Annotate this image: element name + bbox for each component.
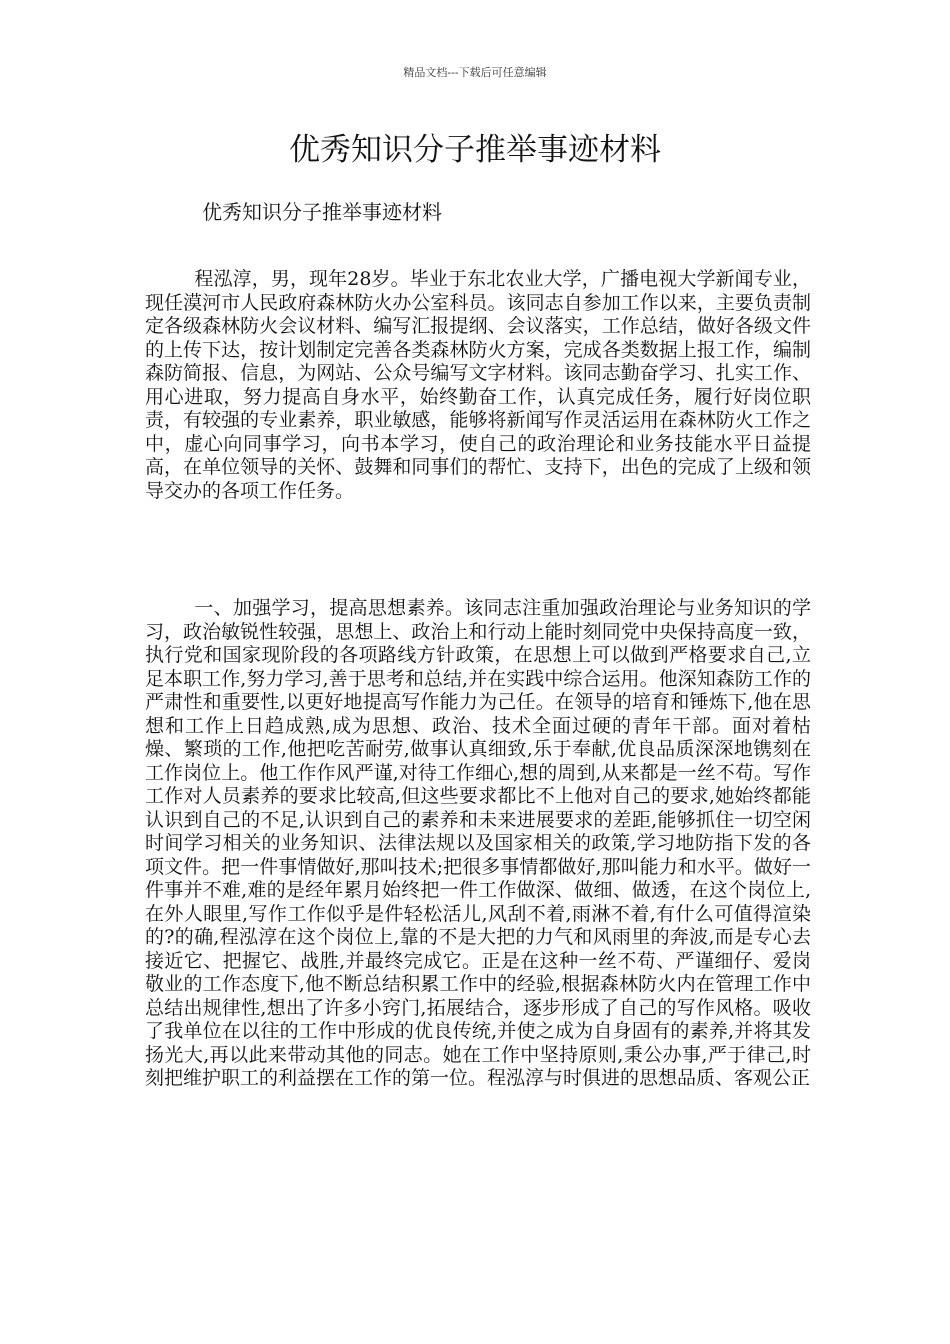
body-paragraph-intro: 程泓淳，男，现年28岁。毕业于东北农业大学，广播电视大学新闻专业，现任漠河市人民政府森林防火办公室科员。该同志自参加工作以来，主要负责制定各级森林防火会议材料、编写汇报提纲、会议落实，工作总结，做好各级文件的上传下达，按计划制定完善各类森林防火方案，完成各类数据上报工作，编制森防简报、信息，为网站、公众号编写文字材料。该同志勤奋学习、扎实工作、用心进取，努力提高自身水平，始终勤奋工作，认真完成任务，履行好岗位职责，有较强的专业素养，职业敏感，能够将新闻写作灵活运用在森林防火工作之中，虚心向同事学习，向书本学习，使自己的政治理论和业务技能水平日益提高，在单位领导的关怀、鼓舞和同事们的帮忙、支持下，出色的完成了上级和领导交办的各项工作任务。 — [145, 268, 811, 502]
header-note: 精品文档---下载后可任意编辑 — [403, 66, 547, 79]
document-title: 优秀知识分子推举事迹材料 — [289, 132, 661, 168]
document-subtitle: 优秀知识分子推举事迹材料 — [202, 200, 442, 224]
body-paragraph-section-one: 一、加强学习，提高思想素养。该同志注重加强政治理论与业务知识的学习，政治敏锐性较强，思想上、政治上和行动上能时刻同党中央保持高度一致，执行党和国家现阶段的各项路线方针政策，在思想上可以做到严格要求自己,立足本职工作,努力学习,善于思考和总结,并在实践中综合运用。他深知森防工作的严肃性和重要性,以更好地提高写作能力为己任。在领导的培育和锤炼下,他在思想和工作上日趋成熟,成为思想、政治、技术全面过硬的青年干部。面对着枯燥、繁琐的工作,他把吃苦耐劳,做事认真细致,乐于奉献,优良品质深深地镌刻在工作岗位上。他工作作风严谨,对待工作细心,想的周到,从来都是一丝不苟。写作工作对人员素养的要求比较高,但这些要求都比不上他对自己的要求,她始终都能认识到自己的不足,认识到自己的素养和未来进展要求的差距,能够抓住一切空闲时间学习相关的业务知识、法律法规以及国家相关的政策,学习地防指下发的各项文件。把一件事情做好,那叫技术;把很多事情都做好,那叫能力和水平。做好一件事并不难,难的是经年累月始终把一件工作做深、做细、做透，在这个岗位上,在外人眼里,写作工作似乎是件轻松活儿,风刮不着,雨淋不着,有什么可值得渲染的?的确,程泓淳在这个岗位上,靠的不是大把的力气和风雨里的奔波,而是专心去接近它、把握它、战胜,并最终完成它。正是在这种一丝不苟、严谨细仔、爱岗敬业的工作态度下,他不断总结积累工作中的经验,根据森林防火内在管理工作中总结出规律性,想出了许多小窍门,拓展结合，逐步形成了自己的写作风格。吸收了我单位在以往的工作中形成的优良传统,并使之成为自身固有的素养,并将其发扬光大,再以此来带动其他的同志。她在工作中坚持原则,秉公办事,严于律己,时刻把维护职工的利益摆在工作的第一位。程泓淳与时俱进的思想品质、客观公正 — [145, 597, 811, 1089]
